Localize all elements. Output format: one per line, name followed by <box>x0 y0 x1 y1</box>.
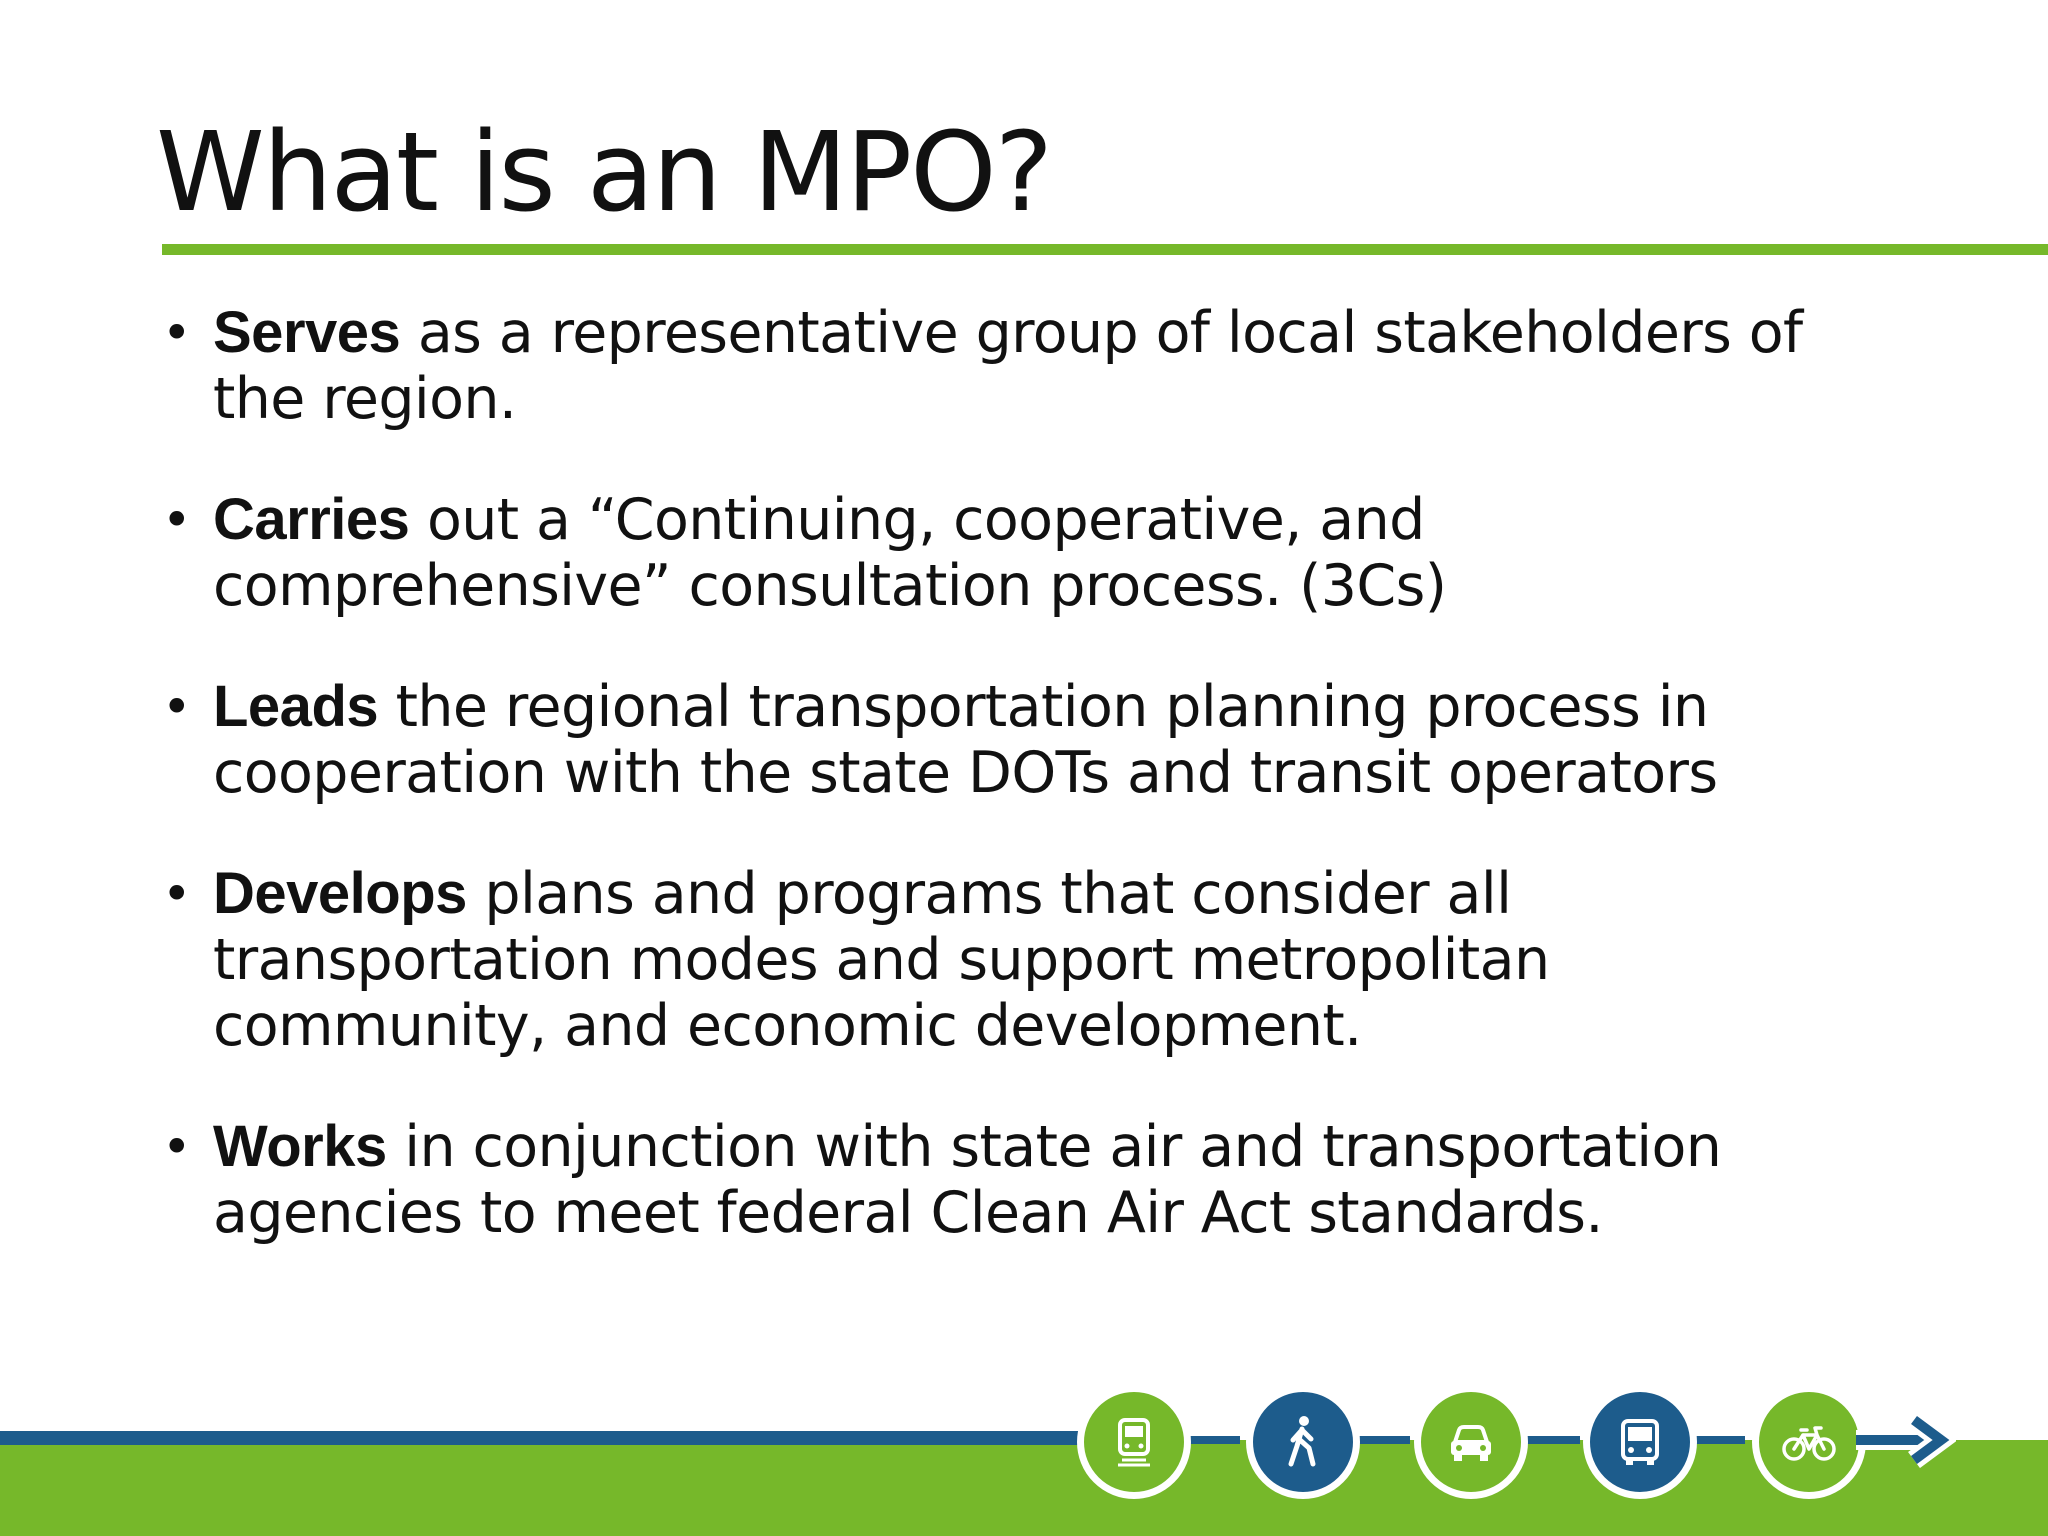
bullet-marker: • <box>162 1118 191 1176</box>
bullet-list <box>160 300 1880 1301</box>
bullet-text: as a representative group of local stakeholders of the region. <box>213 300 1803 432</box>
bullet-item <box>160 487 1880 619</box>
bullet-text: the regional transportation planning process in cooperation with the state DOTs and transit operators <box>213 674 1718 806</box>
bullet-lead-word: Develops <box>213 861 467 926</box>
bullet-lead-word: Works <box>213 1114 387 1179</box>
slide-title: What is an MPO? <box>156 108 1052 236</box>
bullet-marker: • <box>162 491 191 549</box>
bullet-item <box>160 674 1880 806</box>
bullet-marker: • <box>162 304 191 362</box>
bullet-marker: • <box>162 865 191 923</box>
bullet-text: out a “Continuing, cooperative, and comprehensive” consultation process. (3Cs) <box>213 487 1447 619</box>
bullet-lead-word: Serves <box>213 300 401 365</box>
bullet-item <box>160 300 1880 432</box>
title-underline <box>162 244 2048 255</box>
arrow-right-icon <box>1856 1412 1956 1468</box>
bullet-text: plans and programs that consider all transportation modes and support metropolitan community, and economic development. <box>213 861 1550 1059</box>
train-icon <box>1077 1385 1191 1499</box>
bullet-item <box>160 1114 1880 1246</box>
footer-green-band <box>0 1440 2048 1536</box>
bus-icon <box>1583 1385 1697 1499</box>
bullet-marker: • <box>162 678 191 736</box>
bicycle-icon <box>1752 1385 1866 1499</box>
pedestrian-icon <box>1246 1385 1360 1499</box>
bullet-lead-word: Leads <box>213 674 379 739</box>
bullet-text: in conjunction with state air and transportation agencies to meet federal Clean Air Act standards. <box>213 1114 1722 1246</box>
bullet-item <box>160 861 1880 1059</box>
car-icon <box>1414 1385 1528 1499</box>
footer-blue-line <box>0 1431 1090 1445</box>
bullet-lead-word: Carries <box>213 487 410 552</box>
